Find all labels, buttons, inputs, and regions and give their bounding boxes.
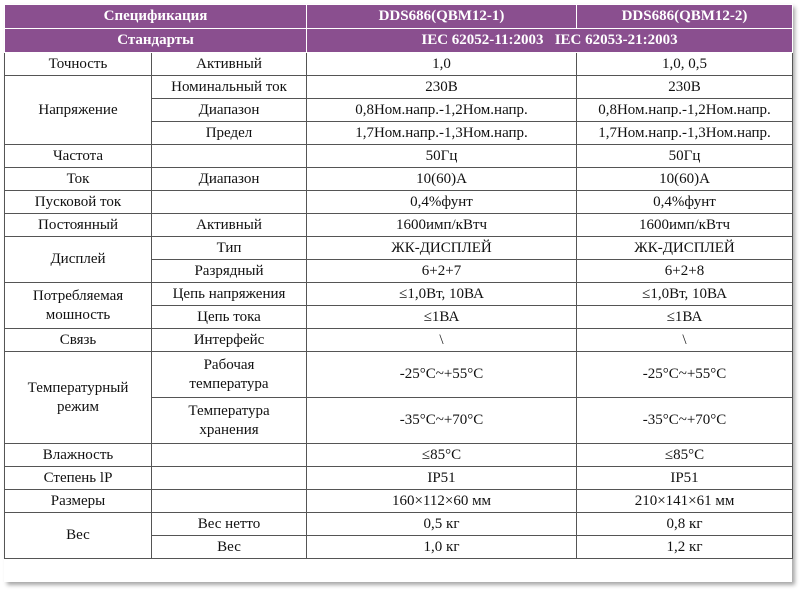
value-cell-2: 1,7Ном.напр.-1,3Ном.напр.: [577, 122, 793, 145]
sub-cell: Диапазон: [152, 99, 307, 122]
value-cell-2: -35°C~+70°C: [577, 398, 793, 444]
value-cell-1: ≤1ВА: [307, 306, 577, 329]
value-cell-1: IP51: [307, 467, 577, 490]
param-line: мошность: [45, 306, 111, 323]
sub-cell: Разрядный: [152, 260, 307, 283]
table-row-communication: [5, 329, 793, 352]
sub-cell: Тип: [152, 237, 307, 260]
value-cell-2: 210×141×61 мм: [577, 490, 793, 513]
standards-row: [5, 29, 793, 53]
param-cell: Размеры: [5, 490, 152, 513]
value-cell-2: 0,4%фунт: [577, 191, 793, 214]
value-cell-2: 10(60)А: [577, 168, 793, 191]
spec-table: [4, 4, 793, 559]
value-cell-2: -25°C~+55°C: [577, 352, 793, 398]
table-row-starting-current: [5, 191, 793, 214]
value-cell-1: 1,0: [307, 53, 577, 76]
sub-cell: Активный: [152, 214, 307, 237]
table-row-display-type: [5, 237, 793, 260]
sub-cell: [152, 467, 307, 490]
table-row-dimensions: [5, 490, 793, 513]
param-cell: Дисплей: [5, 237, 152, 283]
value-cell-1: 1,0 кг: [307, 536, 577, 559]
param-line: режим: [56, 398, 100, 415]
sub-cell: [152, 444, 307, 467]
value-cell-2: 6+2+8: [577, 260, 793, 283]
table-row-frequency: [5, 145, 793, 168]
param-cell: Пусковой ток: [5, 191, 152, 214]
value-cell-1: 0,4%фунт: [307, 191, 577, 214]
param-cell: Точность: [5, 53, 152, 76]
table-row-power-voltage: [5, 283, 793, 306]
sub-cell-operating: [152, 352, 307, 398]
sub-cell: [152, 490, 307, 513]
value-cell-2: ≤1,0Вт, 10ВА: [577, 283, 793, 306]
value-cell-1: \: [307, 329, 577, 352]
param-cell: Ток: [5, 168, 152, 191]
table-row-current: [5, 168, 793, 191]
value-cell-1: 0,5 кг: [307, 513, 577, 536]
value-cell-1: 50Гц: [307, 145, 577, 168]
param-cell-temperature: [5, 352, 152, 444]
standards-label: Стандарты: [5, 29, 307, 53]
table-row-voltage-nominal: [5, 76, 793, 99]
sub-cell: Предел: [152, 122, 307, 145]
value-cell-1: 1,7Ном.напр.-1,3Ном.напр.: [307, 122, 577, 145]
param-line: Температурный: [27, 379, 129, 396]
table-row-temp-operating: [5, 352, 793, 398]
value-cell-1: -35°C~+70°C: [307, 398, 577, 444]
sub-cell: Диапазон: [152, 168, 307, 191]
value-cell-2: ≤85°C: [577, 444, 793, 467]
sub-cell: Активный: [152, 53, 307, 76]
param-cell: Частота: [5, 145, 152, 168]
value-cell-1: 160×112×60 мм: [307, 490, 577, 513]
sub-cell: Вес: [152, 536, 307, 559]
param-cell-power: [5, 283, 152, 329]
value-cell-2: ≤1ВА: [577, 306, 793, 329]
value-cell-1: ≤85°C: [307, 444, 577, 467]
value-cell-2: IP51: [577, 467, 793, 490]
sub-line: Рабочая: [203, 356, 255, 373]
value-cell-1: 230В: [307, 76, 577, 99]
sub-cell-storage: [152, 398, 307, 444]
param-cell: Степень lP: [5, 467, 152, 490]
sub-cell: [152, 191, 307, 214]
value-cell-1: ЖК-ДИСПЛЕЙ: [307, 237, 577, 260]
model1-header: DDS686(QBM12-1): [307, 5, 577, 29]
table-row-constant: [5, 214, 793, 237]
value-cell-1: 6+2+7: [307, 260, 577, 283]
standards-value: IEC 62052-11:2003 IEC 62053-21:2003: [307, 29, 793, 53]
table-row-humidity: [5, 444, 793, 467]
value-cell-2: 1,2 кг: [577, 536, 793, 559]
value-cell-1: 1600имп/кВтч: [307, 214, 577, 237]
value-cell-2: 50Гц: [577, 145, 793, 168]
sub-cell: Вес нетто: [152, 513, 307, 536]
spec-header: Спецификация: [5, 5, 307, 29]
table-row-ip: [5, 467, 793, 490]
value-cell-1: ≤1,0Вт, 10ВА: [307, 283, 577, 306]
value-cell-2: 1600имп/кВтч: [577, 214, 793, 237]
sub-line: температура: [189, 375, 269, 392]
sub-cell: [152, 145, 307, 168]
param-line: Потребляемая: [32, 287, 124, 304]
table-row-accuracy: [5, 53, 793, 76]
param-cell: Постоянный: [5, 214, 152, 237]
spec-table-frame: [4, 4, 792, 582]
sub-cell: Интерфейс: [152, 329, 307, 352]
value-cell-2: 0,8 кг: [577, 513, 793, 536]
value-cell-2: 0,8Ном.напр.-1,2Ном.напр.: [577, 99, 793, 122]
param-cell: Влажность: [5, 444, 152, 467]
sub-cell: Цепь тока: [152, 306, 307, 329]
param-cell: Напряжение: [5, 76, 152, 145]
param-cell: Вес: [5, 513, 152, 559]
value-cell-2: ЖК-ДИСПЛЕЙ: [577, 237, 793, 260]
sub-cell: Цепь напряжения: [152, 283, 307, 306]
value-cell-2: 230В: [577, 76, 793, 99]
value-cell-2: \: [577, 329, 793, 352]
param-cell: Связь: [5, 329, 152, 352]
value-cell-2: 1,0, 0,5: [577, 53, 793, 76]
sub-line: Температура: [188, 402, 270, 419]
value-cell-1: 10(60)А: [307, 168, 577, 191]
value-cell-1: -25°C~+55°C: [307, 352, 577, 398]
header-row: [5, 5, 793, 29]
sub-line: хранения: [199, 421, 259, 438]
table-row-weight-net: [5, 513, 793, 536]
sub-cell: Номинальный ток: [152, 76, 307, 99]
model2-header: DDS686(QBM12-2): [577, 5, 793, 29]
value-cell-1: 0,8Ном.напр.-1,2Ном.напр.: [307, 99, 577, 122]
